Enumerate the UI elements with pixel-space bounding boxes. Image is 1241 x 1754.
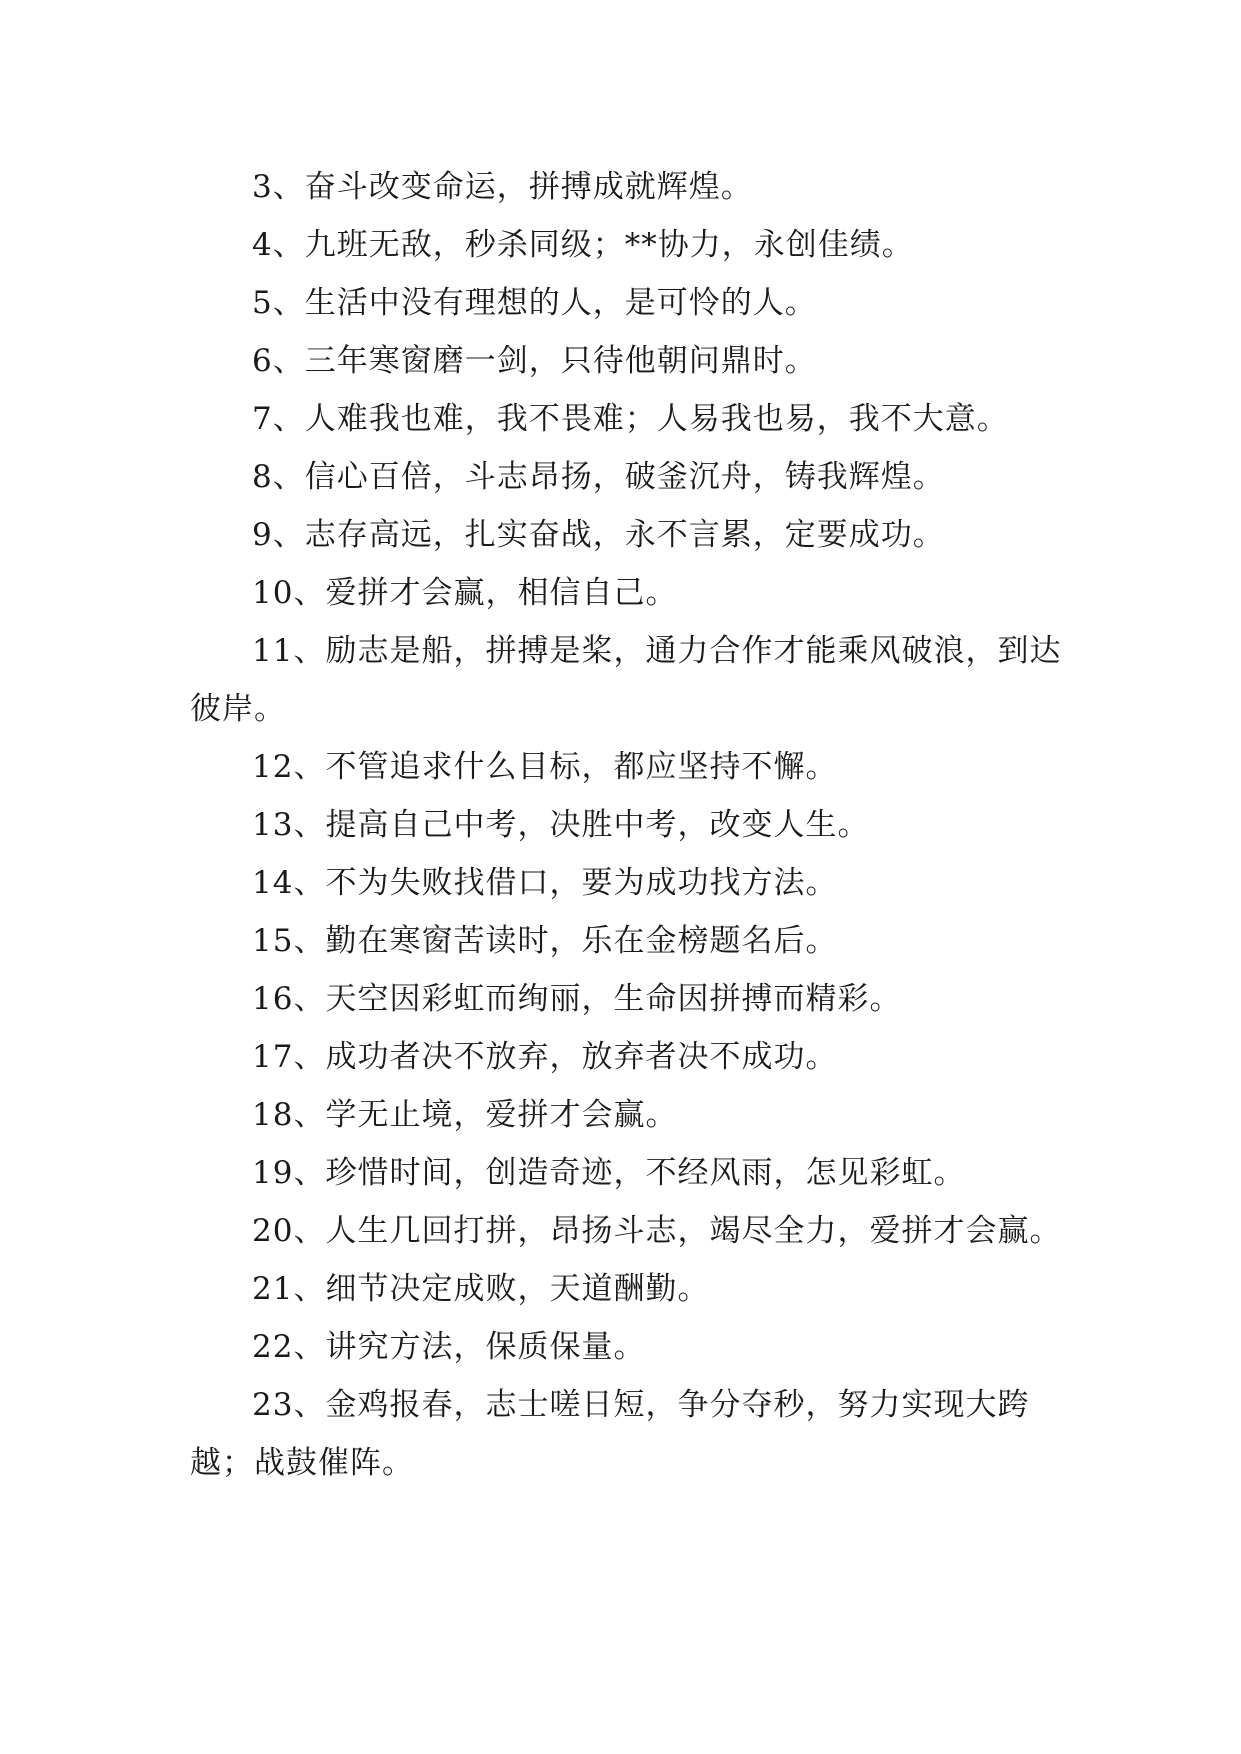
slogan-paragraph: 16、天空因彩虹而绚丽，生命因拼搏而精彩。 [252, 981, 902, 1017]
slogan-paragraph: 19、珍惜时间，创造奇迹，不经风雨，怎见彩虹。 [252, 1155, 966, 1191]
slogan-paragraph: 23、金鸡报春，志士嗟日短，争分夺秒，努力实现大跨越；战鼓催阵。 [190, 1387, 1030, 1481]
document-body [190, 158, 1062, 1492]
slogan-paragraph: 18、学无止境，爱拼才会赢。 [252, 1097, 678, 1133]
slogan-paragraph: 13、提高自己中考，决胜中考，改变人生。 [252, 807, 870, 843]
slogan-paragraph: 4、九班无敌，秒杀同级；**协力，永创佳绩。 [252, 227, 914, 263]
slogan-paragraph: 12、不管追求什么目标，都应坚持不懈。 [252, 749, 838, 785]
slogan-paragraph: 21、细节决定成败，天道酬勤。 [252, 1271, 710, 1307]
slogan-paragraph: 6、三年寒窗磨一剑，只待他朝问鼎时。 [252, 343, 817, 379]
slogan-paragraph: 9、志存高远，扎实奋战，永不言累，定要成功。 [252, 517, 945, 553]
slogan-paragraph: 8、信心百倍，斗志昂扬，破釜沉舟，铸我辉煌。 [252, 459, 945, 495]
slogan-paragraph: 22、讲究方法，保质保量。 [252, 1329, 646, 1365]
slogan-paragraph: 10、爱拼才会赢，相信自己。 [252, 575, 678, 611]
slogan-paragraph: 3、奋斗改变命运，拼搏成就辉煌。 [252, 169, 753, 205]
slogan-paragraph: 5、生活中没有理想的人，是可怜的人。 [252, 285, 817, 321]
slogan-paragraph: 11、励志是船，拼搏是桨，通力合作才能乘风破浪，到达彼岸。 [190, 633, 1062, 727]
slogan-paragraph: 14、不为失败找借口，要为成功找方法。 [252, 865, 838, 901]
slogan-paragraph: 7、人难我也难，我不畏难；人易我也易，我不大意。 [252, 401, 1009, 437]
slogan-paragraph: 17、成功者决不放弃，放弃者决不成功。 [252, 1039, 838, 1075]
slogan-paragraph: 15、勤在寒窗苦读时，乐在金榜题名后。 [252, 923, 838, 959]
slogan-paragraph: 20、人生几回打拼，昂扬斗志，竭尽全力，爱拼才会赢。 [252, 1213, 1062, 1249]
